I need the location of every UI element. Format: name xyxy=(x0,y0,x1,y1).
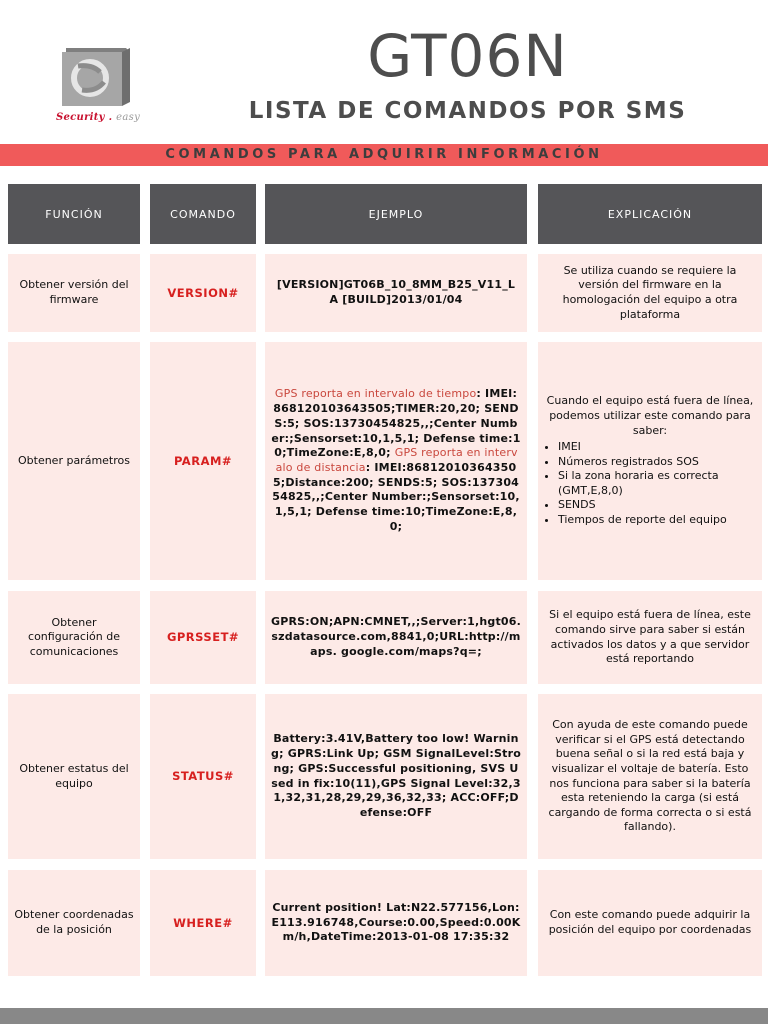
row-status-ejemplo: Battery:3.41V,Battery too low! Warning; GPRS:Link Up; GSM SignalLevel:Strong; GPS:Successful positioning, SVS Used in fix:10(11),GPS Signal Level:32,31,32,31,28,29,29,36,32,33; ACC:OFF;Defense:OFF xyxy=(265,694,527,859)
header-explicacion: EXPLICACIÓN xyxy=(538,184,762,244)
row-where-ejemplo: Current position! Lat:N22.577156,Lon:E113.916748,Course:0.00,Speed:0.00Km/h,DateTime:2013-01-08 17:35:32 xyxy=(265,870,527,976)
row-status-explicacion: Con ayuda de este comando puede verificar si el GPS está detectando buena señal o si la red está baja y visualizar el voltaje de batería. Esto nos funciona para saber si la batería esta reteniendo la carga (si está cargando de forma correcta o si está fallando). xyxy=(538,694,762,859)
row-version-explicacion: Se utiliza cuando se requiere la versión del firmware en la homologación del equipo a otra plataforma xyxy=(538,254,762,332)
list-item: • IMEI xyxy=(558,440,756,455)
list-item: • Números registrados SOS xyxy=(558,455,756,470)
param-distance-text: IMEI:868120103643505;Distance:200; SENDS:5; SOS:13730454825,,;Center Number:;Sensorset:10,1,5,1; Defense time:10;TimeZone:E,8,0; xyxy=(272,461,520,533)
bottom-bar xyxy=(0,1008,768,1024)
row-param-comando: PARAM# xyxy=(150,342,256,580)
row-where-funcion: Obtener coordenadas de la posición xyxy=(8,870,140,976)
row-gprsset-funcion: Obtener configuración de comunicaciones xyxy=(8,591,140,684)
brand-separator: . xyxy=(108,112,113,123)
row-version-comando: VERSION# xyxy=(150,254,256,332)
row-where-explicacion: Con este comando puede adquirir la posición del equipo por coordenadas xyxy=(538,870,762,976)
page-title: GT06N xyxy=(367,22,568,90)
header-ejemplo: EJEMPLO xyxy=(265,184,527,244)
row-status-comando: STATUS# xyxy=(150,694,256,859)
list-item: • Tiempos de reporte del equipo xyxy=(558,513,756,528)
list-item: • Si la zona horaria es correcta (GMT,E,8,0) xyxy=(558,469,756,498)
row-version-ejemplo xyxy=(265,254,527,332)
param-explicacion-intro: Cuando el equipo está fuera de línea, podemos utilizar este comando para saber: xyxy=(546,394,754,437)
row-gprsset-comando: GPRSSET# xyxy=(150,591,256,684)
row-version-ejemplo-line1: [VERSION]GT06B_10_8MM_B25_V11_L xyxy=(276,278,516,292)
row-param-funcion: Obtener parámetros xyxy=(8,342,140,580)
brand-wordmark xyxy=(38,112,158,123)
row-param-explicacion xyxy=(538,342,762,580)
param-time-label: GPS reporta en intervalo de tiempo xyxy=(274,387,477,401)
row-gprsset-explicacion: Si el equipo está fuera de línea, este comando sirve para saber si están activados los datos y a que servidor está reportando xyxy=(538,591,762,684)
row-status-funcion: Obtener estatus del equipo xyxy=(8,694,140,859)
row-param-ejemplo xyxy=(265,342,527,580)
header-funcion: FUNCIÓN xyxy=(8,184,140,244)
row-version-funcion: Obtener versión del firmware xyxy=(8,254,140,332)
brand-name: Security xyxy=(55,112,105,123)
param-distance-colon: : xyxy=(365,461,371,474)
row-gprsset-ejemplo: GPRS:ON;APN:CMNET,,;Server:1,hgt06.szdatasource.com,8841,0;URL:http://maps. google.com/maps?q=; xyxy=(265,591,527,684)
row-version-ejemplo-line2: A [BUILD]2013/01/04 xyxy=(329,293,463,306)
param-explicacion-list xyxy=(544,440,756,528)
list-item: • SENDS xyxy=(558,498,756,513)
row-where-comando: WHERE# xyxy=(150,870,256,976)
brand-suffix: easy xyxy=(116,112,141,123)
param-time-text: IMEI:868120103643505;TIMER:20,20; SENDS:5; SOS:13730454825,,;Center Number:;Sensorset:10,1,5,1; Defense time:10;TimeZone:E,8,0; xyxy=(271,387,521,460)
header-comando: COMANDO xyxy=(150,184,256,244)
section-banner xyxy=(0,144,768,166)
page-subtitle: LISTA DE COMANDOS POR SMS xyxy=(248,98,687,124)
section-banner-label: COMANDOS PARA ADQUIRIR INFORMACIÓN xyxy=(165,147,603,162)
param-time-colon: : xyxy=(476,387,481,401)
param-distance-label: GPS reporta en intervalo de distancia xyxy=(275,446,518,474)
